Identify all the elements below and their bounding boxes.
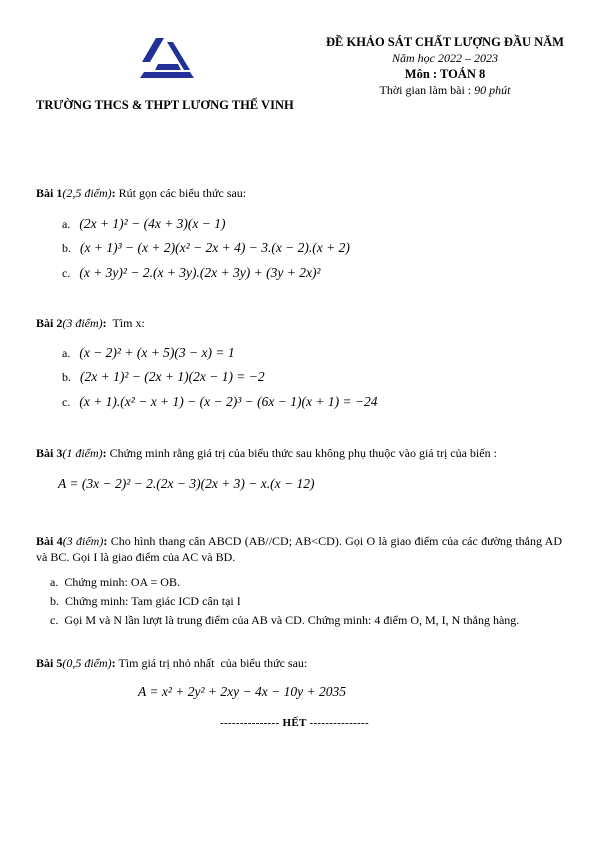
bai5-points: (0,5 điểm) (62, 656, 112, 670)
bai1-label: Bài 1 (36, 186, 63, 200)
bai2-item-a: a. (x − 2)² + (x + 5)(3 − x) = 1 (62, 345, 235, 360)
exam-title: ĐỀ KHẢO SÁT CHẤT LƯỢNG ĐẦU NĂM (326, 35, 564, 49)
bai5-label: Bài 5 (36, 656, 63, 670)
bai1-item-a: a. (2x + 1)² − (4x + 3)(x − 1) (62, 216, 226, 231)
exam-header (300, 34, 590, 98)
bai1-item-b: b. (x + 1)³ − (x + 2)(x² − 2x + 4) − 3.(x − 2).(x + 2) (62, 240, 350, 255)
bai1-item-c: c. (x + 3y)² − 2.(x + 3y).(2x + 3y) + (3y + 2x)² (62, 265, 321, 280)
bai2-item-c: c. (x + 1).(x² − x + 1) − (x − 2)³ − (6x − 1)(x + 1) = −24 (62, 394, 378, 409)
time-limit: Thời gian làm bài : 90 phút (379, 83, 511, 97)
school-logo-icon (138, 36, 196, 80)
bai4-label: Bài 4 (36, 534, 63, 548)
school-name: TRƯỜNG THCS & THPT LƯƠNG THẾ VINH (36, 98, 294, 112)
bai2-label: Bài 2 (36, 316, 63, 330)
bai2-item-b: b. (2x + 1)² − (2x + 1)(2x − 1) = −2 (62, 369, 265, 384)
bai3-label: Bài 3 (36, 446, 63, 460)
bai3-heading: Bài 3(1 điểm): Chứng minh rằng giá trị của biểu thức sau không phụ thuộc vào giá trị của biến : (36, 446, 497, 460)
bai3-points: (1 điểm) (62, 446, 103, 460)
bai4-item-c: c. Gọi M và N lần lượt là trung điểm của AB và CD. Chứng minh: 4 điểm O, M, I, N thẳng hàng. (50, 613, 520, 627)
bai3-expression: A = (3x − 2)² − 2.(2x − 3)(2x + 3) − x.(x − 12) (58, 476, 315, 491)
bai2-heading: Bài 2(3 điểm): Tìm x: (36, 316, 145, 330)
bai4-item-b: b. Chứng minh: Tam giác ICD cân tại I (50, 594, 241, 608)
school-year: Năm học 2022 – 2023 (392, 51, 498, 65)
end-marker: --------------- HẾT --------------- (220, 717, 369, 729)
bai5-heading: Bài 5(0,5 điểm): Tìm giá trị nhỏ nhất của biểu thức sau: (36, 656, 308, 670)
bai4-points: (3 điểm) (62, 534, 104, 548)
bai1-points: (2,5 điểm) (62, 186, 112, 200)
bai4-heading: Bài 4(3 điểm): Cho hình thang cân ABCD (AB//CD; AB<CD). Gọi O là giao điểm của các đường thẳng AD và BC. Gọi I là giao điểm của AC và BD. (36, 534, 563, 564)
bai1-heading: Bài 1(2,5 điểm): Rút gọn các biểu thức sau: (36, 186, 247, 200)
bai5-expression: A = x² + 2y² + 2xy − 4x − 10y + 2035 (138, 684, 346, 699)
subject: Môn : TOÁN 8 (404, 67, 486, 81)
bai2-points: (3 điểm) (62, 316, 103, 330)
bai4-item-a: a. Chứng minh: OA = OB. (50, 575, 180, 589)
